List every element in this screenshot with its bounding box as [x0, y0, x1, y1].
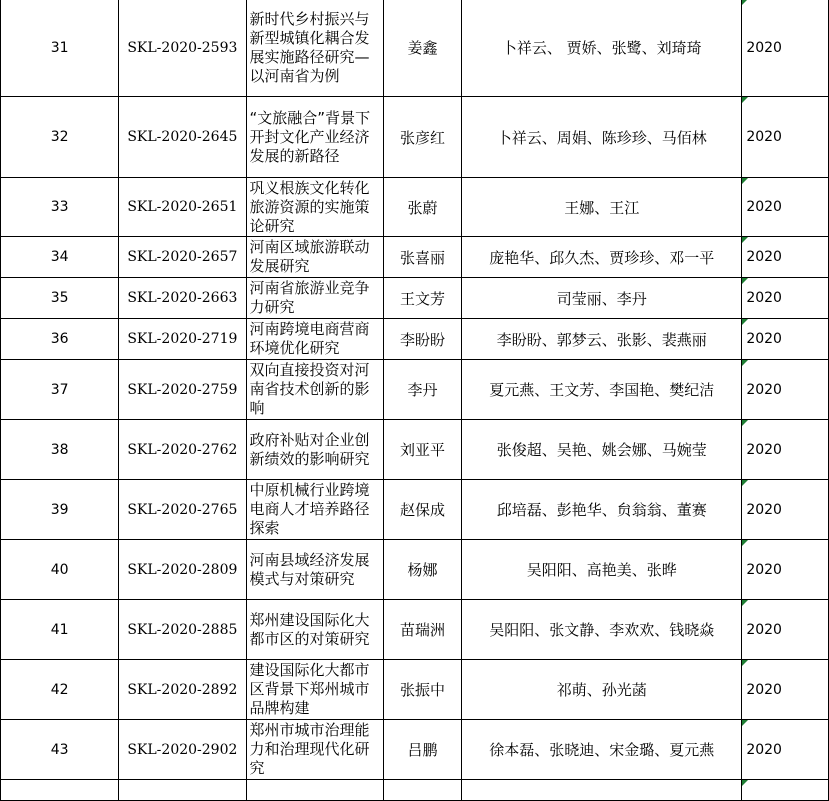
row-number-text: 36 [50, 331, 69, 347]
table-row[interactable] [1, 360, 829, 420]
row-number-cell[interactable] [1, 660, 119, 720]
table-row[interactable] [1, 178, 829, 237]
project-members-text: 王娜、王江 [564, 198, 640, 217]
project-members-cell[interactable] [462, 720, 742, 780]
table-row[interactable] [1, 0, 829, 97]
table-row[interactable] [1, 319, 829, 360]
project-members-text: 邱培磊、彭艳华、贠翁翁、董赛 [496, 501, 707, 519]
project-leader-text: 李盼盼 [400, 330, 446, 349]
row-number-text: 31 [50, 39, 69, 56]
project-code-cell[interactable] [119, 237, 246, 278]
project-title-text: 河南区域旅游联动发展研究 [249, 238, 370, 275]
project-title-cell[interactable] [246, 97, 383, 178]
project-leader-text: 苗瑞洲 [400, 621, 446, 639]
project-members-cell[interactable] [462, 178, 742, 237]
project-members-cell[interactable] [462, 480, 742, 540]
project-leader-cell[interactable] [383, 360, 462, 420]
empty-cell[interactable] [119, 780, 246, 801]
project-leader-cell[interactable] [383, 319, 462, 360]
comment-marker-icon [742, 360, 748, 366]
comment-marker-icon [742, 0, 748, 5]
project-members-cell[interactable] [462, 540, 742, 600]
project-leader-cell[interactable] [383, 0, 462, 97]
table-row[interactable] [1, 278, 829, 319]
project-members-text: 祁萌、孙光菡 [556, 681, 647, 699]
comment-marker-icon [742, 720, 748, 726]
empty-cell[interactable] [246, 780, 383, 801]
project-year-cell[interactable] [742, 720, 829, 780]
comment-marker-icon [742, 278, 748, 284]
row-number-text: 32 [50, 129, 69, 145]
project-code-text: SKL-2020-2593 [127, 39, 238, 56]
project-year-cell[interactable] [742, 0, 829, 97]
project-title-text: 建设国际化大都市区背景下郑州城市品牌构建 [249, 661, 370, 717]
project-members-text: 张俊超、吴艳、姚会娜、马婉莹 [496, 441, 707, 459]
project-year-text: 2020 [746, 381, 782, 398]
project-code-cell[interactable] [119, 600, 246, 660]
project-code-text: SKL-2020-2762 [127, 441, 238, 458]
project-members-cell[interactable] [462, 97, 742, 178]
project-leader-text: 刘亚平 [400, 441, 446, 459]
project-members-cell[interactable] [462, 660, 742, 720]
comment-marker-icon [742, 780, 748, 786]
project-leader-text: 张振中 [400, 681, 446, 699]
project-leader-cell[interactable] [383, 420, 462, 480]
table-row[interactable] [1, 97, 829, 178]
comment-marker-icon [742, 420, 748, 426]
comment-marker-icon [742, 97, 748, 103]
comment-marker-icon [742, 237, 748, 243]
row-number-text: 39 [50, 501, 69, 518]
project-code-cell[interactable] [119, 540, 246, 600]
project-leader-cell[interactable] [383, 278, 462, 319]
project-leader-text: 李丹 [407, 381, 438, 399]
project-year-text: 2020 [746, 39, 782, 56]
project-title-text: 郑州市城市治理能力和治理现代化研究 [249, 721, 370, 777]
comment-marker-icon [742, 480, 748, 486]
table-row[interactable] [1, 540, 829, 600]
project-code-cell[interactable] [119, 420, 246, 480]
project-title-text: “文旅融合”背景下开封文化产业经济发展的新路径 [249, 108, 371, 165]
project-title-cell[interactable] [246, 319, 383, 360]
project-code-text: SKL-2020-2719 [127, 331, 238, 347]
row-number-cell[interactable] [1, 178, 119, 237]
project-leader-cell[interactable] [383, 540, 462, 600]
project-members-text: 吴阳阳、张文静、李欢欢、钱晓焱 [489, 621, 715, 639]
project-title-cell[interactable] [246, 720, 383, 780]
project-members-cell[interactable] [462, 237, 742, 278]
table-row[interactable] [1, 720, 829, 780]
row-number-text: 42 [50, 681, 69, 698]
project-code-cell[interactable] [119, 97, 246, 178]
project-members-cell[interactable] [462, 319, 742, 360]
table-row[interactable] [1, 660, 829, 720]
project-title-text: 巩义根族文化转化旅游资源的实施策论研究 [249, 178, 370, 235]
row-number-text: 38 [50, 441, 69, 458]
row-number-text: 37 [50, 381, 69, 398]
project-members-cell[interactable] [462, 278, 742, 319]
project-year-text: 2020 [746, 331, 782, 347]
project-code-text: SKL-2020-2645 [127, 129, 238, 145]
project-leader-cell[interactable] [383, 720, 462, 780]
project-members-cell[interactable] [462, 600, 742, 660]
project-year-text: 2020 [746, 290, 782, 306]
project-leader-text: 赵保成 [400, 501, 446, 519]
empty-cell[interactable] [742, 780, 829, 801]
project-code-cell[interactable] [119, 720, 246, 780]
project-leader-cell[interactable] [383, 660, 462, 720]
project-leader-cell[interactable] [383, 600, 462, 660]
project-title-text: 新时代乡村振兴与新型城镇化耦合发展实施路径研究—以河南省为例 [249, 9, 370, 85]
project-year-cell[interactable] [742, 319, 829, 360]
project-title-cell[interactable] [246, 360, 383, 420]
project-members-text: 夏元燕、王文芳、李国艳、樊纪洁 [489, 381, 715, 399]
project-title-text: 河南县域经济发展模式与对策研究 [249, 550, 370, 588]
project-code-cell[interactable] [119, 0, 246, 97]
project-code-text: SKL-2020-2809 [127, 561, 238, 578]
empty-cell[interactable] [462, 780, 742, 801]
project-title-text: 河南跨境电商营商环境优化研究 [249, 320, 370, 357]
project-year-cell[interactable] [742, 540, 829, 600]
project-year-text: 2020 [746, 501, 782, 518]
row-number-text: 40 [50, 561, 69, 578]
row-number-cell[interactable] [1, 360, 119, 420]
project-members-text: 司莹丽、李丹 [556, 289, 647, 308]
project-title-text: 河南省旅游业竞争力研究 [249, 279, 370, 316]
row-number-text: 43 [50, 741, 69, 758]
comment-marker-icon [742, 540, 748, 546]
row-number-cell[interactable] [1, 97, 119, 178]
project-leader-cell[interactable] [383, 178, 462, 237]
project-year-text: 2020 [746, 741, 782, 758]
project-code-text: SKL-2020-2759 [127, 381, 238, 398]
project-code-text: SKL-2020-2892 [127, 681, 238, 698]
table-row[interactable] [1, 780, 829, 801]
project-members-text: 吴阳阳、高艳美、张晔 [526, 561, 677, 579]
row-number-cell[interactable] [1, 0, 119, 97]
project-members-cell[interactable] [462, 420, 742, 480]
project-title-cell[interactable] [246, 420, 383, 480]
row-number-cell[interactable] [1, 480, 119, 540]
table-row[interactable] [1, 480, 829, 540]
project-title-cell[interactable] [246, 278, 383, 319]
project-title-cell[interactable] [246, 178, 383, 237]
project-members-cell[interactable] [462, 0, 742, 97]
project-code-cell[interactable] [119, 178, 246, 237]
project-code-text: SKL-2020-2663 [127, 290, 238, 306]
project-year-cell[interactable] [742, 178, 829, 237]
project-code-text: SKL-2020-2885 [127, 621, 238, 638]
comment-marker-icon [742, 660, 748, 666]
project-members-text: 徐本磊、张晓迪、宋金璐、夏元燕 [489, 741, 715, 759]
row-number-cell[interactable] [1, 720, 119, 780]
project-members-text: 卜祥云、周娟、陈珍珍、马佰林 [496, 128, 707, 147]
project-year-text: 2020 [746, 621, 782, 638]
project-title-text: 双向直接投资对河南省技术创新的影响 [249, 361, 370, 417]
project-year-cell[interactable] [742, 660, 829, 720]
project-year-text: 2020 [746, 249, 782, 265]
row-number-cell[interactable] [1, 237, 119, 278]
project-leader-text: 王文芳 [400, 289, 446, 308]
table-row[interactable] [1, 420, 829, 480]
row-number-text: 33 [50, 199, 69, 215]
comment-marker-icon [742, 178, 748, 184]
project-leader-text: 吕鹏 [407, 741, 438, 759]
project-title-cell[interactable] [246, 660, 383, 720]
project-title-cell[interactable] [246, 600, 383, 660]
project-year-text: 2020 [746, 441, 782, 458]
project-code-text: SKL-2020-2651 [127, 199, 238, 215]
empty-cell[interactable] [1, 780, 119, 801]
row-number-cell[interactable] [1, 540, 119, 600]
project-table-body [1, 0, 829, 801]
project-code-cell[interactable] [119, 660, 246, 720]
row-number-text: 34 [50, 249, 69, 265]
project-leader-cell[interactable] [383, 480, 462, 540]
row-number-cell[interactable] [1, 278, 119, 319]
project-members-text: 卜祥云、 贾娇、张鹭、刘琦琦 [501, 39, 702, 57]
row-number-cell[interactable] [1, 600, 119, 660]
project-leader-cell[interactable] [383, 97, 462, 178]
project-code-text: SKL-2020-2657 [127, 249, 238, 265]
row-number-cell[interactable] [1, 420, 119, 480]
row-number-cell[interactable] [1, 319, 119, 360]
project-title-text: 郑州建设国际化大都市区的对策研究 [249, 610, 370, 648]
project-leader-text: 张蔚 [407, 198, 438, 217]
project-title-text: 政府补贴对企业创新绩效的影响研究 [249, 430, 370, 468]
row-number-text: 35 [50, 290, 69, 306]
project-code-text: SKL-2020-2765 [127, 501, 238, 518]
project-year-cell[interactable] [742, 360, 829, 420]
comment-marker-icon [742, 319, 748, 325]
project-year-cell[interactable] [742, 278, 829, 319]
project-year-cell[interactable] [742, 480, 829, 540]
project-year-cell[interactable] [742, 420, 829, 480]
project-year-text: 2020 [746, 681, 782, 698]
project-code-cell[interactable] [119, 360, 246, 420]
project-leader-text: 张彦红 [400, 128, 446, 147]
project-year-text: 2020 [746, 561, 782, 578]
project-members-text: 李盼盼、郭梦云、张影、裴燕丽 [496, 330, 707, 349]
empty-cell[interactable] [383, 780, 462, 801]
project-leader-text: 杨娜 [407, 561, 438, 579]
project-code-cell[interactable] [119, 278, 246, 319]
row-number-text: 41 [50, 621, 69, 638]
project-leader-text: 张喜丽 [400, 248, 446, 267]
comment-marker-icon [742, 600, 748, 606]
project-code-cell[interactable] [119, 480, 246, 540]
project-year-cell[interactable] [742, 600, 829, 660]
project-year-cell[interactable] [742, 237, 829, 278]
project-title-cell[interactable] [246, 480, 383, 540]
table-row[interactable] [1, 237, 829, 278]
project-year-cell[interactable] [742, 97, 829, 178]
project-title-cell[interactable] [246, 0, 383, 97]
project-year-text: 2020 [746, 199, 782, 215]
project-title-text: 中原机械行业跨境电商人才培养路径探索 [249, 481, 370, 537]
project-leader-text: 姜鑫 [407, 39, 438, 57]
project-code-text: SKL-2020-2902 [127, 741, 238, 758]
project-title-cell[interactable] [246, 237, 383, 278]
project-members-text: 庞艳华、邱久杰、贾珍珍、邓一平 [489, 248, 715, 267]
table-row[interactable] [1, 600, 829, 660]
project-title-cell[interactable] [246, 540, 383, 600]
project-members-cell[interactable] [462, 360, 742, 420]
project-code-cell[interactable] [119, 319, 246, 360]
project-leader-cell[interactable] [383, 237, 462, 278]
project-year-text: 2020 [746, 129, 782, 145]
